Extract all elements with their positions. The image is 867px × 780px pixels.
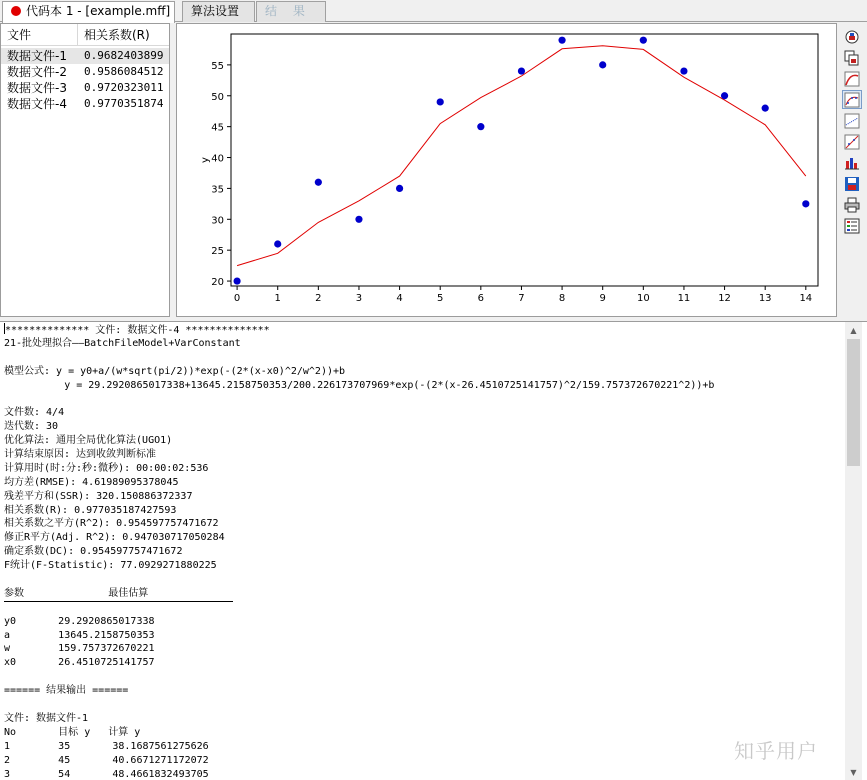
data-point xyxy=(233,277,240,284)
data-point xyxy=(721,92,728,99)
output-line: x0 26.4510725141757 xyxy=(4,657,155,669)
x-tick-label: 1 xyxy=(274,293,281,304)
output-line xyxy=(4,351,842,365)
tab-algorithm-settings[interactable]: 算法设置 xyxy=(182,1,255,22)
column-header-file[interactable]: 文件 xyxy=(1,24,78,45)
bar-chart-icon[interactable] xyxy=(842,153,862,172)
tab-bar xyxy=(0,0,867,22)
data-point xyxy=(315,179,322,186)
trend-icon[interactable] xyxy=(842,132,862,151)
copy-chart-icon[interactable] xyxy=(842,48,862,67)
print-icon[interactable] xyxy=(842,195,862,214)
file-list-row[interactable] xyxy=(1,80,169,96)
vertical-scrollbar[interactable] xyxy=(845,322,862,780)
output-line: 计算结束原因: 达到收敛判断标准 xyxy=(4,449,157,461)
result-output-text xyxy=(4,323,842,780)
data-point xyxy=(518,67,525,74)
curve-icon[interactable] xyxy=(842,69,862,88)
output-line: 计算用时(时:分:秒:微秒): 00:00:02:536 xyxy=(4,462,209,474)
y-tick-label: 55 xyxy=(211,60,224,72)
y-tick-label: 20 xyxy=(211,277,224,289)
data-point xyxy=(680,67,687,74)
file-list-panel xyxy=(0,23,170,317)
chart-toolbar xyxy=(839,23,867,317)
scroll-down-icon[interactable]: ▼ xyxy=(845,764,862,780)
params-header: 参数 最佳估算 xyxy=(4,587,233,602)
file-r-value: 0.9586084512 xyxy=(84,65,164,78)
y-tick-label: 45 xyxy=(211,122,224,134)
chart-wizard-icon[interactable] xyxy=(842,27,862,46)
output-line: 修正R平方(Adj. R^2): 0.947030717050284 xyxy=(4,532,225,544)
output-line: 模型公式: y = y0+a/(w*sqrt(pi/2))*exp(-(2*(x-x0)^2/w^2))+b xyxy=(4,365,346,377)
data-point xyxy=(477,123,484,130)
output-line: ************** 文件: 数据文件-4 ************** xyxy=(5,325,270,336)
scroll-up-icon[interactable]: ▲ xyxy=(845,322,862,339)
file-r-value: 0.9770351874 xyxy=(84,97,164,110)
output-line xyxy=(4,392,842,406)
scatter-line-icon[interactable] xyxy=(842,111,862,130)
output-line xyxy=(4,587,842,601)
y-tick-label: 40 xyxy=(211,153,224,165)
watermark: 知乎用户 xyxy=(734,739,818,763)
file-name: 数据文件-4 xyxy=(7,97,67,111)
y-tick-label: 35 xyxy=(211,184,224,196)
column-header-r[interactable]: 相关系数(R) xyxy=(84,28,150,42)
output-line: 文件数: 4/4 xyxy=(4,407,65,419)
output-line: 1 35 38.1687561275626 xyxy=(4,740,209,752)
output-line: 确定系数(DC): 0.954597757471672 xyxy=(4,546,183,558)
output-line xyxy=(4,670,842,684)
x-tick-label: 4 xyxy=(396,293,403,304)
file-r-value: 0.9682403899 xyxy=(84,49,164,62)
y-axis-label: y xyxy=(200,157,211,163)
scroll-thumb[interactable] xyxy=(847,339,860,466)
file-list-row[interactable] xyxy=(1,96,169,112)
x-tick-label: 3 xyxy=(355,293,363,304)
data-point xyxy=(396,185,403,192)
x-tick-label: 9 xyxy=(599,293,606,304)
output-line: F统计(F-Statistic): 77.0929271880225 xyxy=(4,560,217,572)
data-point xyxy=(640,37,647,44)
data-point xyxy=(355,216,362,223)
data-point xyxy=(437,98,444,105)
x-tick-label: 6 xyxy=(477,293,485,304)
file-name: 数据文件-1 xyxy=(7,49,67,63)
x-tick-label: 5 xyxy=(437,293,444,304)
output-line: 相关系数之平方(R^2): 0.954597757471672 xyxy=(4,518,219,530)
output-line: y = 29.2920865017338+13645.2158750353/200.226173707969*exp(-(2*(x-26.4510725141757)^2/159.757372670221^2))+b xyxy=(4,379,715,391)
data-point xyxy=(274,240,281,247)
y-tick-label: 50 xyxy=(211,91,224,103)
file-r-value: 0.9720323011 xyxy=(84,81,164,94)
output-line: 优化算法: 通用全局优化算法(UGO1) xyxy=(4,435,173,447)
y-tick-label: 25 xyxy=(211,246,224,258)
output-line: 21-批处理拟合——BatchFileModel+VarConstant xyxy=(4,337,241,349)
output-line: 相关系数(R): 0.977035187427593 xyxy=(4,504,177,516)
line-chart-icon[interactable] xyxy=(842,90,862,109)
x-tick-label: 2 xyxy=(315,293,322,304)
chart-panel xyxy=(176,23,837,317)
tab-codebook[interactable]: 代码本 1 - [example.mff] xyxy=(2,1,175,23)
text-caret xyxy=(4,323,5,334)
y-tick-label: 30 xyxy=(211,215,224,227)
x-tick-label: 11 xyxy=(677,293,691,304)
output-line: No 目标 y 计算 y xyxy=(4,726,141,738)
modified-indicator-icon xyxy=(11,6,21,16)
file-name: 数据文件-2 xyxy=(7,65,67,79)
output-line xyxy=(4,573,842,587)
output-line: 迭代数: 30 xyxy=(4,421,59,433)
output-line xyxy=(4,601,842,615)
data-table-icon[interactable] xyxy=(842,216,862,235)
data-point xyxy=(558,37,565,44)
output-line: 均方差(RMSE): 4.61989095378045 xyxy=(4,476,179,488)
data-point xyxy=(599,61,606,68)
output-line xyxy=(4,698,842,712)
x-tick-label: 13 xyxy=(758,293,772,304)
output-line: y0 29.2920865017338 xyxy=(4,615,155,627)
x-tick-label: 14 xyxy=(799,293,813,304)
file-list-row[interactable] xyxy=(1,64,169,80)
x-tick-label: 7 xyxy=(518,293,525,304)
output-line: 文件: 数据文件-1 xyxy=(4,712,89,724)
data-point xyxy=(762,105,769,112)
file-list-header xyxy=(1,24,169,46)
x-tick-label: 0 xyxy=(233,293,241,304)
output-line: ====== 结果输出 ====== xyxy=(4,685,129,697)
file-list-row[interactable] xyxy=(1,48,169,64)
x-tick-label: 10 xyxy=(636,293,650,304)
x-tick-label: 8 xyxy=(558,293,566,304)
output-line: a 13645.2158750353 xyxy=(4,629,155,641)
output-line: 2 45 40.6671271172072 xyxy=(4,754,209,766)
fit-chart[interactable] xyxy=(177,24,838,318)
output-line: 3 54 48.4661832493705 xyxy=(4,768,209,780)
x-tick-label: 12 xyxy=(718,293,731,304)
tab-results[interactable]: 结 果 xyxy=(256,1,326,22)
output-line: 残差平方和(SSR): 320.150886372337 xyxy=(4,490,193,502)
data-point xyxy=(802,200,809,207)
output-line: w 159.757372670221 xyxy=(4,643,155,655)
save-chart-icon[interactable] xyxy=(842,174,862,193)
result-output-panel[interactable] xyxy=(0,321,867,780)
file-name: 数据文件-3 xyxy=(7,81,67,95)
